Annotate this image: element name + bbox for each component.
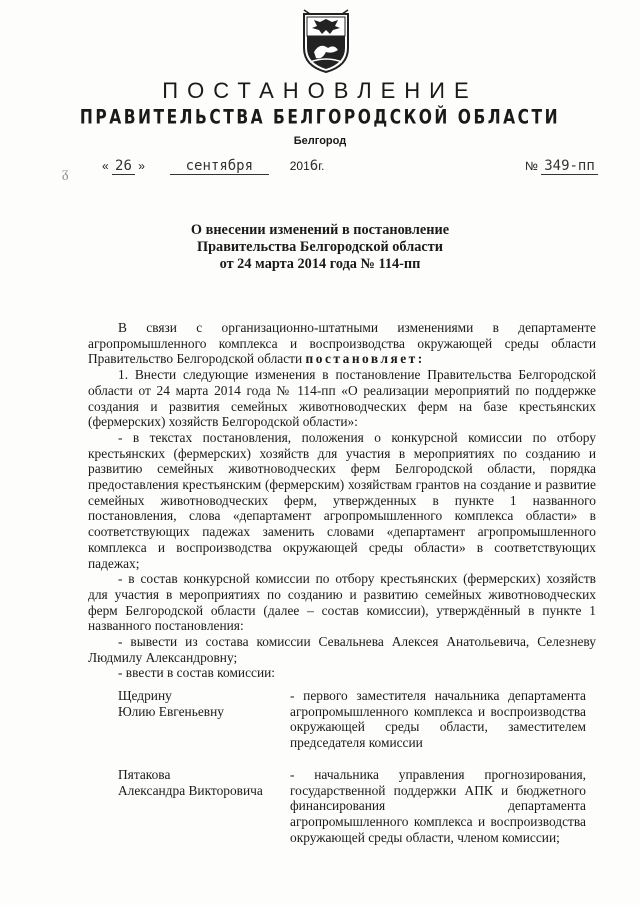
document-date: « 26 » сентября 2016г. (102, 158, 325, 174)
appointee-name: Щедрину Юлию Евгеньевну (118, 688, 224, 719)
appointee-role: - первого заместителя начальника департамента агропромышленного комплекса и воспроизводства окружающей среды области, заместителем председателя комиссии (290, 688, 586, 751)
paragraph: - в текстах постановления, положения о конкурсной комиссии по отбору крестьянских (фермерских) хозяйств для участия в мероприятиях по созданию и развитию семейных животноводческих ферм Белгородской области, порядка предоставления крестьянским (фермерским) хозяйствам грантов на создание и развитие семейных животноводческих ферм, утвержденных в пункте 1 названного постановления, слова «департамент агропромышленного комплекса области» в соответствующих падежах заменить словами «департамент агропромышленного комплекса и воспроизводства окружающей среды области» в соответствующих падежах; (88, 429, 596, 571)
coat-of-arms-emblem (300, 8, 352, 74)
paragraph: 1. Внести следующие изменения в постановление Правительства Белгородской области от 24 марта 2014 года № 114-пп «О реализации мероприятий по поддержке создания и развития семейных животноводческих ферм на базе крестьянских (фермерских) хозяйств Белгородской области»: (88, 367, 596, 430)
paragraph: - ввести в состав комиссии: (118, 665, 276, 681)
document-body (88, 320, 596, 681)
document-number: № 349-пп (525, 158, 598, 174)
document-title: ПОСТАНОВЛЕНИЕ (162, 78, 478, 103)
appointee-name: Пятакова Александра Викторовича (118, 767, 263, 798)
paragraph: - вывести из состава комиссии Севальнева Алексея Анатольевича, Селезневу Людмилу Александровну; (88, 634, 596, 665)
paragraph: - в состав конкурсной комиссии по отбору крестьянских (фермерских) хозяйств для участия в мероприятиях по созданию и развитию семейных животноводческих ферм Белгородской области (далее – состав комиссии), утверждённый в пункте 1 названного постановления: (88, 571, 596, 634)
paragraph: В связи с организационно-штатными изменениями в департаменте агропромышленного комплекса и воспроизводства окружающей среды области Правительство Белгородской области постановляет: (88, 320, 596, 367)
appointee-role: - начальника управления прогнозирования, государственной поддержки АПК и бюджетного финансирования департамента агропромышленного комплекса и воспроизводства окружающей среды области, членом комиссии; (290, 767, 586, 845)
margin-handwritten-mark: ᵹ (62, 165, 69, 181)
resolution-keyword: постановляет: (305, 351, 425, 367)
date-day: 26 (112, 158, 135, 175)
city-name: Белгород (293, 135, 347, 147)
document-heading: О внесении изменений в постановление Правительства Белгородской области от 24 марта 2014 года № 114-пп (190, 222, 450, 272)
date-year-digit: 6 (309, 158, 319, 174)
document-issuer: ПРАВИТЕЛЬСТВА БЕЛГОРОДСКОЙ ОБЛАСТИ (79, 105, 561, 129)
date-month: сентября (170, 158, 269, 175)
document-number-value: 349-пп (541, 158, 598, 175)
